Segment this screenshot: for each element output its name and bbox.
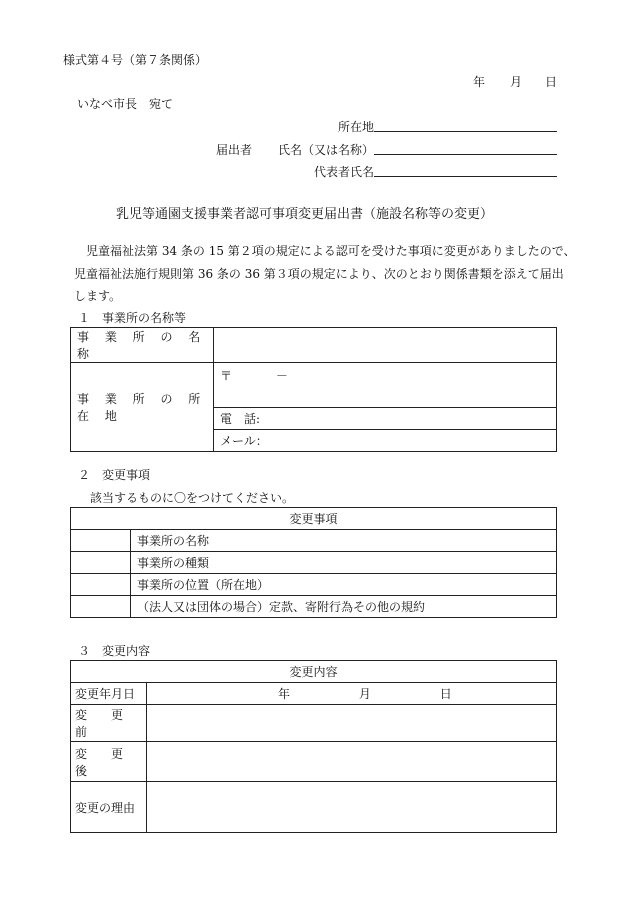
- section2-heading: ２ 変更事項: [78, 468, 151, 482]
- change-items-header: 変更事項: [71, 508, 557, 530]
- name-label: 氏名（又は名称）: [278, 143, 375, 157]
- postal-dash: －: [275, 369, 288, 383]
- address-line[interactable]: [374, 131, 557, 132]
- representative-label: 代表者氏名: [314, 165, 375, 179]
- change-date-label: 変更年月日: [71, 683, 147, 705]
- phone-cell[interactable]: [214, 408, 557, 430]
- document-title: 乳児等通園支援事業者認可事項変更届出書（施設名称等の変更）: [116, 207, 494, 222]
- date-day-label: 日: [545, 75, 558, 89]
- change-month: 月: [358, 687, 371, 701]
- address-label: 所在地: [338, 120, 375, 134]
- applicant-label: 届出者: [216, 143, 253, 157]
- facility-table: [70, 327, 557, 452]
- form-number: 様式第４号（第７条関係）: [63, 53, 208, 67]
- reason-cell[interactable]: [147, 782, 557, 833]
- before-label: 変 更 前: [71, 705, 147, 742]
- change-item-check[interactable]: [71, 552, 131, 574]
- postal-cell[interactable]: [214, 363, 557, 408]
- change-items-table: [70, 507, 557, 618]
- section1-heading: １ 事業所の名称等: [78, 311, 187, 325]
- addressee: いなべ市長 宛て: [77, 97, 174, 111]
- postal-mark: 〒: [220, 369, 233, 383]
- change-details-header: 変更内容: [71, 661, 557, 683]
- facility-name-cell[interactable]: [214, 328, 557, 363]
- facility-address-label: 事 業 所 の 所 在 地: [71, 363, 214, 452]
- after-label: 変 更 後: [71, 742, 147, 782]
- mail-label: メール：: [220, 434, 268, 448]
- reason-label: 変更の理由: [71, 782, 147, 833]
- change-item-label: 事業所の位置（所在地）: [131, 574, 557, 596]
- change-item-check[interactable]: [71, 530, 131, 552]
- date-month-label: 月: [510, 75, 523, 89]
- mail-cell[interactable]: [214, 430, 557, 452]
- change-item-check[interactable]: [71, 574, 131, 596]
- phone-label: 電 話:: [220, 412, 261, 426]
- date-year-label: 年: [473, 75, 486, 89]
- body-line-2: 児童福祉法施行規則第 36 条の 36 第３項の規定により、次のとおり関係書類を添えて届出: [74, 267, 564, 281]
- before-cell[interactable]: [147, 705, 557, 742]
- change-item-check[interactable]: [71, 596, 131, 618]
- body-line-1: 児童福祉法第 34 条の 15 第２項の規定による認可を受けた事項に変更がありましたので、: [74, 244, 576, 258]
- after-cell[interactable]: [147, 742, 557, 782]
- change-day: 日: [439, 687, 452, 701]
- representative-line[interactable]: [374, 176, 557, 177]
- change-date-cell[interactable]: [147, 683, 557, 705]
- body-line-3: します。: [74, 289, 122, 303]
- change-item-label: 事業所の種類: [131, 552, 557, 574]
- section2-instruction: 該当するものに〇をつけてください。: [90, 491, 295, 505]
- facility-name-label: 事 業 所 の 名 称: [71, 328, 214, 363]
- change-item-label: 事業所の名称: [131, 530, 557, 552]
- name-line[interactable]: [374, 154, 557, 155]
- section3-heading: ３ 変更内容: [78, 644, 151, 658]
- change-item-label: （法人又は団体の場合）定款、寄附行為その他の規約: [131, 596, 557, 618]
- change-year: 年: [278, 687, 291, 701]
- change-details-table: [70, 660, 557, 833]
